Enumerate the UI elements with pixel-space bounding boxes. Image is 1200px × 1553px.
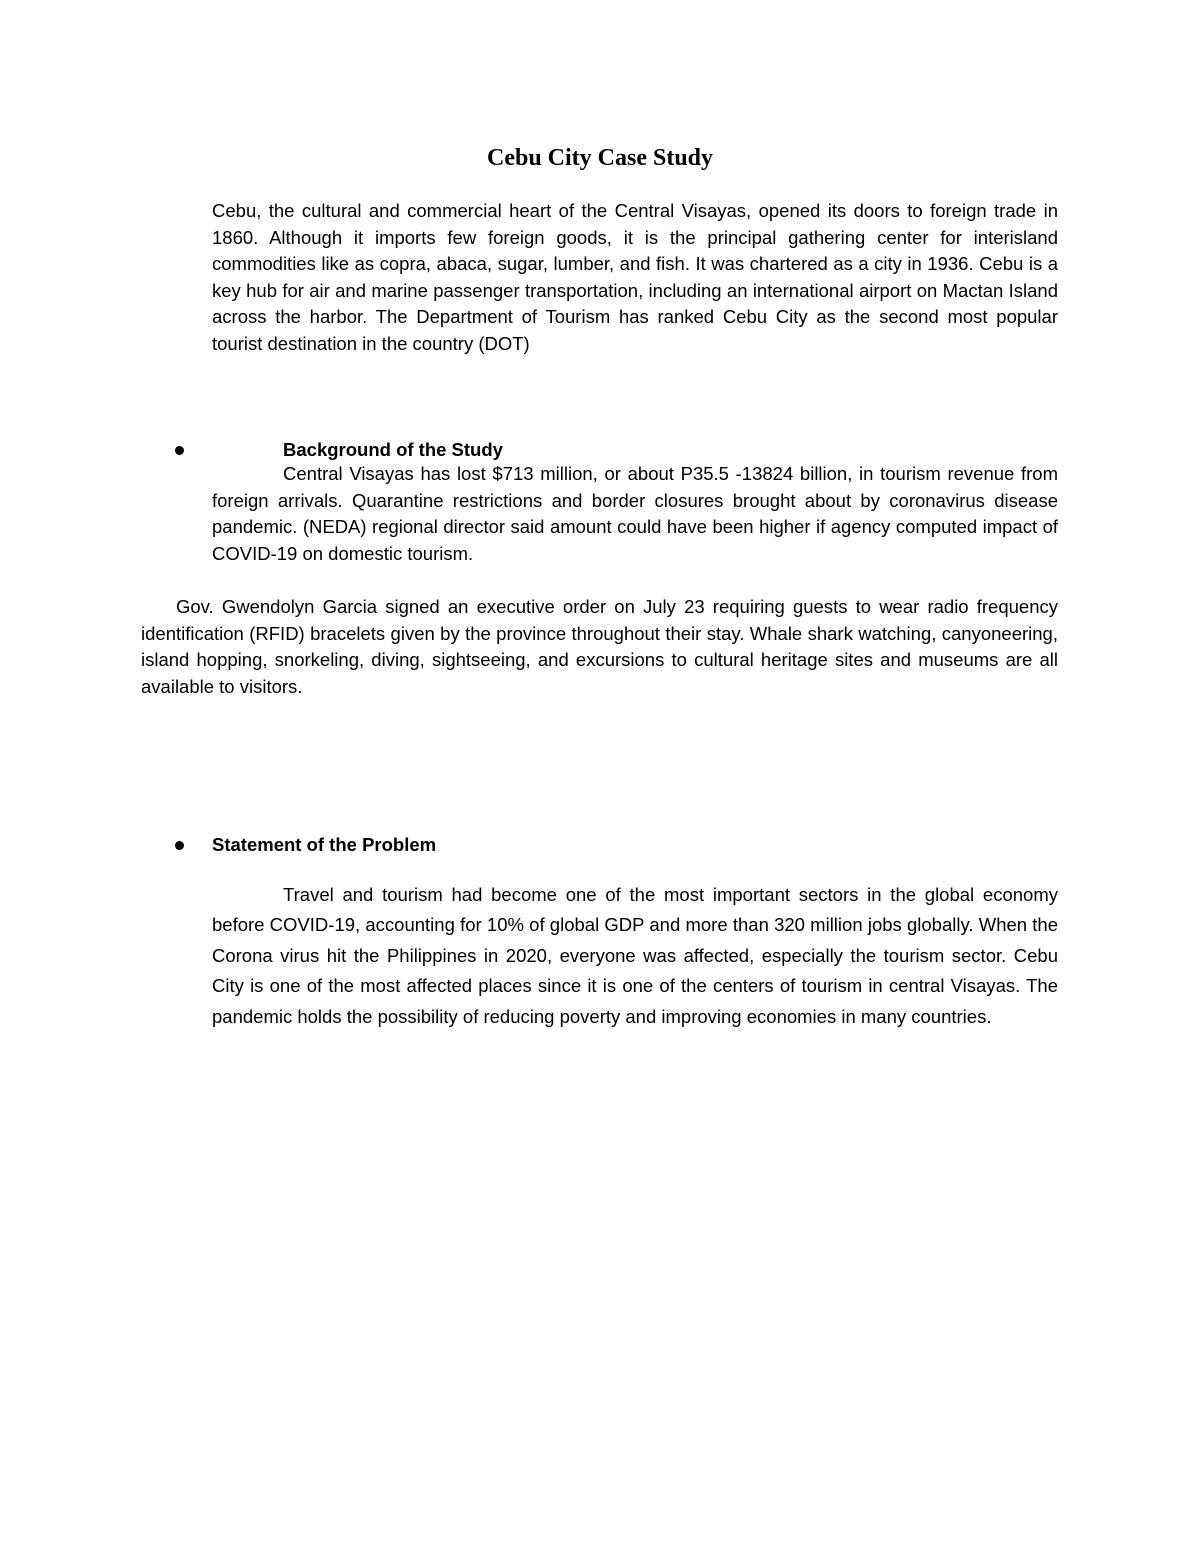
bullet-icon: [175, 446, 184, 455]
intro-paragraph: Cebu, the cultural and commercial heart of the Central Visayas, opened its doors to foreign trade in 1860. Although it imports few foreign goods, it is the principal gathering center for interisland commodities like as copra, abaca, sugar, lumber, and fish. It was chartered as a city in 1936. Cebu is a key hub for air and marine passenger transportation, including an international airport on Mactan Island across the harbor. The Department of Tourism has ranked Cebu City as the second most popular tourist destination in the country (DOT): [212, 200, 1058, 354]
problem-heading: Statement of the Problem: [212, 834, 437, 855]
background-paragraph: Central Visayas has lost $713 million, or about P35.5 -13824 billion, in tourism revenue from foreign arrivals. Quarantine restrictions and border closures brought about by coronavirus disease pandemic. (NEDA) regional director said amount could have been higher if agency computed impact of COVID-19 on domestic tourism.: [212, 463, 1058, 564]
background-heading: Background of the Study: [283, 439, 503, 460]
bullet-icon: [175, 841, 184, 850]
problem-paragraph: Travel and tourism had become one of the most important sectors in the global economy before COVID-19, accounting for 10% of global GDP and more than 320 million jobs globally. When the Corona virus hit the Philippines in 2020, everyone was affected, especially the tourism sector. Cebu City is one of the most affected places since it is one of the centers of tourism in central Visayas. The pandemic holds the possibility of reducing poverty and improving economies in many countries.: [212, 884, 1058, 1027]
background-bullet: [175, 436, 775, 464]
document-title: Cebu City Case Study: [486, 145, 714, 171]
problem-bullet: [175, 831, 775, 859]
governor-paragraph: Gov. Gwendolyn Garcia signed an executive order on July 23 requiring guests to wear radio frequency identification (RFID) bracelets given by the province throughout their stay. Whale shark watching, canyoneering, island hopping, snorkeling, diving, sightseeing, and excursions to cultural heritage sites and museums are all available to visitors.: [141, 596, 1058, 697]
